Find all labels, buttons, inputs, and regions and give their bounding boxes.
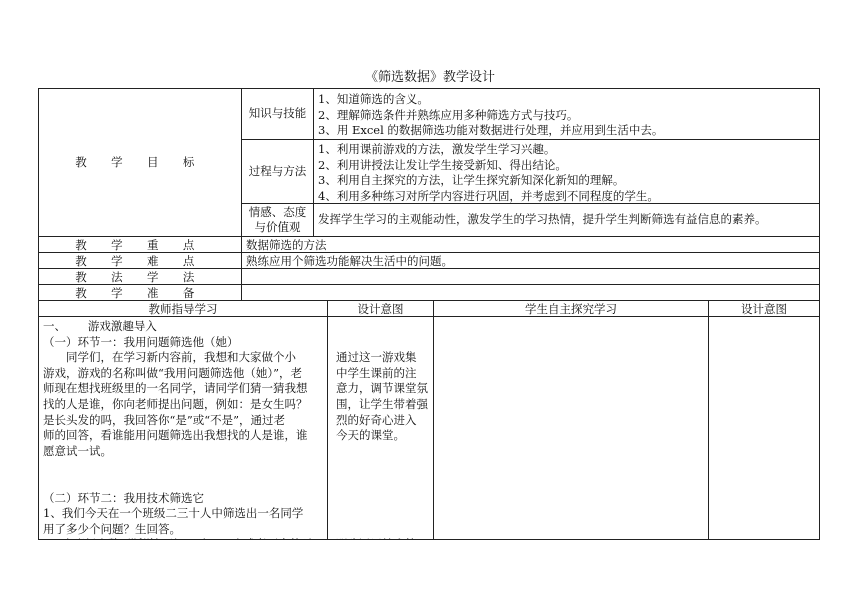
- emotion-label-line2: 与价值观: [254, 220, 301, 234]
- process-items-cell: [313, 139, 820, 204]
- teacher-line: 同学们，在学习新内容前，我想和大家做个小: [66, 350, 296, 365]
- lesson-plan-table: [38, 88, 820, 540]
- teacher-line: 愿意试一试。: [43, 443, 112, 458]
- teacher-line: 找的人是谁，你向老师提出问题，例如：是女生吗？: [43, 396, 308, 411]
- teacher-line: 师的回答，看谁能用问题筛选出我想找的人是谁，谁: [43, 428, 308, 443]
- teacher-line: 一、 游戏激趣导入: [43, 319, 157, 333]
- design-intent-cell-2: [708, 316, 820, 540]
- knowledge-item: 1、知道筛选的含义。: [318, 92, 429, 106]
- design-line: 中学生课前的注: [336, 365, 417, 380]
- teacher-line: 1、我们今天在一个班级二三十人中筛选出一名同学: [43, 506, 304, 521]
- design-line: 围，让学生带着强: [336, 396, 428, 411]
- process-item: 1、利用课前游戏的方法，激发学生学习兴趣。: [318, 142, 556, 156]
- emotion-label-cell: [241, 203, 314, 237]
- header-design-1-label: 设计意图: [357, 301, 404, 316]
- goals-label: 教 学 目 标: [75, 154, 205, 169]
- header-design-1: [327, 300, 434, 317]
- teacher-line: 游戏，游戏的名称叫做“我用问题筛选他（她）”，老: [43, 365, 303, 380]
- difficulty-label: 教 学 难 点: [75, 253, 205, 268]
- difficulty-label-cell: [38, 252, 242, 269]
- student-content-cell: [433, 316, 709, 540]
- header-teacher: [38, 300, 328, 317]
- methods-label-cell: [38, 268, 242, 285]
- focus-label-cell: [38, 236, 242, 253]
- prep-label-cell: [38, 284, 242, 301]
- prep-label: 教 学 准 备: [75, 285, 205, 300]
- teacher-line: 师现在想找班级里的一名同学，请同学们猜一猜我想: [43, 381, 308, 396]
- goals-label-cell: [38, 88, 242, 237]
- document-title: 《筛选数据》教学设计: [364, 70, 495, 85]
- teacher-line: 用了多少个问题？生回答。: [43, 521, 181, 536]
- process-item: 2、利用讲授法让发让学生接受新知、得出结论。: [318, 157, 567, 172]
- methods-value-cell: [241, 268, 820, 285]
- difficulty-value: 熟练应用个筛选功能解决生活中的问题。: [246, 254, 453, 268]
- design-line: 意力，调节课堂氛: [336, 381, 428, 396]
- teacher-line: 是长头发的吗，我回答你“是”或“不是”，通过老: [43, 412, 286, 427]
- methods-label: 教 法 学 法: [75, 269, 205, 284]
- focus-value: 数据筛选的方法: [246, 238, 327, 252]
- process-item: 4、利用多种练习对所学内容进行巩固，并考虑到不同程度的学生。: [318, 188, 659, 203]
- emotion-text-cell: [313, 203, 820, 237]
- design-line: 烈的好奇心进入: [336, 412, 417, 427]
- header-design-2: [708, 300, 820, 317]
- focus-value-cell: [241, 236, 820, 253]
- emotion-label-line1: 情感、态度: [248, 205, 307, 219]
- knowledge-items-cell: [313, 88, 820, 140]
- process-item: 3、利用自主探究的方法，让学生探究新知深化新知的理解。: [318, 173, 625, 188]
- process-label: 过程与方法: [248, 163, 307, 178]
- emotion-text: 发挥学生学习的主观能动性，激发学生的学习热情，提升学生判断筛选有益信息的素养。: [318, 212, 767, 227]
- teacher-line: （一）环节一：我用问题筛选他（她）: [43, 334, 239, 349]
- header-teacher-label: 教师指导学习: [148, 301, 218, 316]
- design-intent-cell-1: [327, 316, 434, 540]
- design-line: [336, 537, 429, 540]
- knowledge-label-cell: [241, 88, 314, 140]
- header-student-label: 学生自主探究学习: [525, 301, 617, 316]
- teacher-line: [43, 537, 323, 540]
- teacher-line: （二）环节二：我用技术筛选它: [43, 490, 204, 505]
- knowledge-item: 2、理解筛选条件并熟练应用多种筛选方式与技巧。: [318, 107, 579, 122]
- difficulty-value-cell: [241, 252, 820, 269]
- design-line: 通过这一游戏集: [336, 350, 417, 365]
- teacher-content-cell: [38, 316, 328, 540]
- knowledge-item: 3、用 Excel 的数据筛选功能对数据进行处理，并应用到生活中去。: [318, 123, 664, 138]
- header-student: [433, 300, 709, 317]
- knowledge-label: 知识与技能: [248, 106, 307, 121]
- focus-label: 教 学 重 点: [75, 237, 205, 252]
- process-label-cell: [241, 139, 314, 204]
- prep-value-cell: [241, 284, 820, 301]
- header-design-2-label: 设计意图: [741, 301, 787, 316]
- design-line: 今天的课堂。: [336, 428, 405, 443]
